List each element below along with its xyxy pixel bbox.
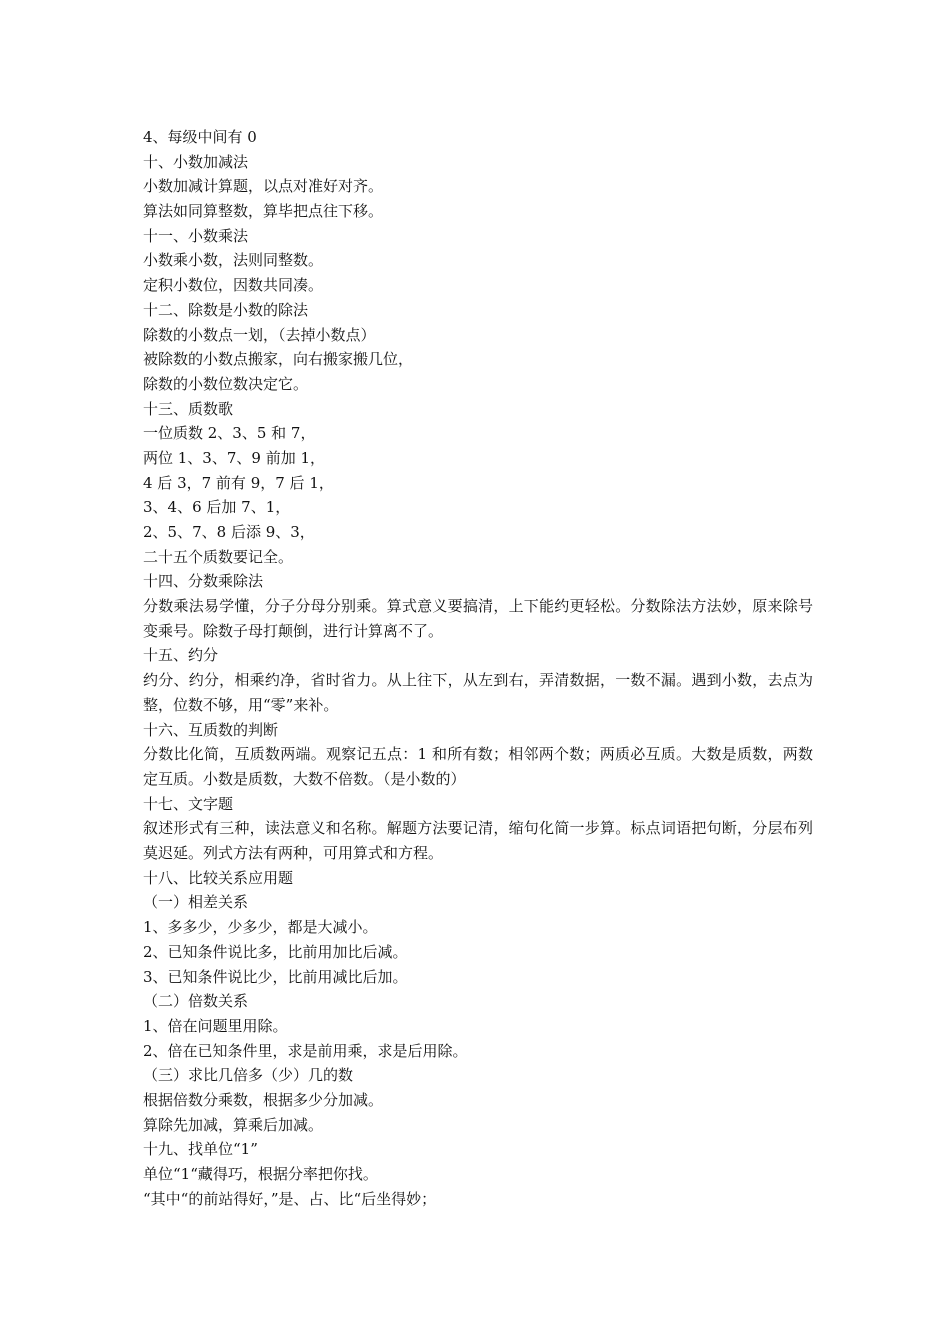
text-line: 十一、小数乘法 — [143, 226, 249, 245]
text-line: 十六、互质数的判断 — [143, 720, 279, 739]
text-line: 1、倍在问题里用除。 — [143, 1016, 288, 1035]
text-line: 十四、分数乘除法 — [143, 572, 264, 591]
text-line: （二）倍数关系 — [143, 992, 249, 1011]
text-line: 除数的小数位数决定它。 — [143, 374, 309, 393]
text-line: 十、小数加减法 — [143, 152, 249, 171]
text-line: 十九、找单位“1” — [143, 1140, 258, 1159]
text-line: 单位“1“藏得巧，根据分率把你找。 — [143, 1165, 378, 1183]
text-line: 2、已知条件说比多，比前用加比后减。 — [143, 942, 408, 961]
text-line: 十五、约分 — [143, 646, 219, 665]
text-line: 根据倍数分乘数，根据多少分加减。 — [143, 1090, 384, 1109]
text-line: 二十五个质数要记全。 — [143, 547, 294, 566]
text-line: 被除数的小数点搬家，向右搬家搬几位， — [143, 350, 414, 369]
text-line: 算法如同算整数，算毕把点往下移。 — [143, 202, 384, 221]
text-line: （三）求比几倍多（少）几的数 — [143, 1066, 354, 1085]
text-line: 3、已知条件说比少，比前用减比后加。 — [143, 967, 408, 986]
text-line: 1、多多少，少多少，都是大减小。 — [143, 918, 378, 937]
paragraph: 约分、约分，相乘约净，省时省力。从上往下，从左到右，弄清数据，一数不漏。遇到小数，去点为整，位数不够，用“零”来补。 — [143, 671, 813, 714]
text-line: 2、倍在已知条件里，求是前用乘，求是后用除。 — [143, 1041, 468, 1060]
text-line: “其中“的前站得好，”是、占、比“后坐得妙； — [143, 1189, 437, 1208]
text-line: 4、每级中间有 0 — [143, 128, 257, 146]
text-line: （一）相差关系 — [143, 893, 249, 912]
text-line: 一位质数 2、3、5 和 7， — [143, 424, 316, 443]
paragraph: 分数乘法易学懂，分子分母分别乘。算式意义要搞清，上下能约更轻松。分数除法方法妙，原来除号变乘号。除数子母打颠倒，进行计算离不了。 — [143, 597, 813, 640]
paragraph: 分数比化简，互质数两端。观察记五点：1 和所有数；相邻两个数；两质必互质。大数是质数，两数定互质。小数是质数，大数不倍数。（是小数的） — [143, 745, 813, 788]
text-line: 4 后 3，7 前有 9，7 后 1， — [143, 473, 334, 492]
text-line: 两位 1、3、7、9 前加 1， — [143, 448, 326, 467]
text-line: 定积小数位，因数共同凑。 — [143, 276, 324, 295]
paragraph: 叙述形式有三种，读法意义和名称。解题方法要记清，缩句化简一步算。标点词语把句断，分层布列莫迟延。列式方法有两种，可用算式和方程。 — [143, 819, 813, 863]
text-line: 除数的小数点一划，（去掉小数点） — [143, 325, 376, 344]
document-page — [143, 125, 813, 1211]
text-line: 2、5、7、8 后添 9、3， — [143, 523, 315, 541]
text-line: 算除先加减，算乘后加减。 — [143, 1115, 324, 1134]
text-line: 十七、文字题 — [143, 794, 234, 813]
text-line: 小数乘小数，法则同整数。 — [143, 251, 324, 270]
text-line: 十三、质数歌 — [143, 399, 234, 418]
text-line: 十八、比较关系应用题 — [143, 868, 294, 887]
text-line: 3、4、6 后加 7、1， — [143, 498, 291, 517]
text-line: 十二、除数是小数的除法 — [143, 300, 309, 319]
text-line: 小数加减计算题，以点对准好对齐。 — [143, 177, 384, 196]
